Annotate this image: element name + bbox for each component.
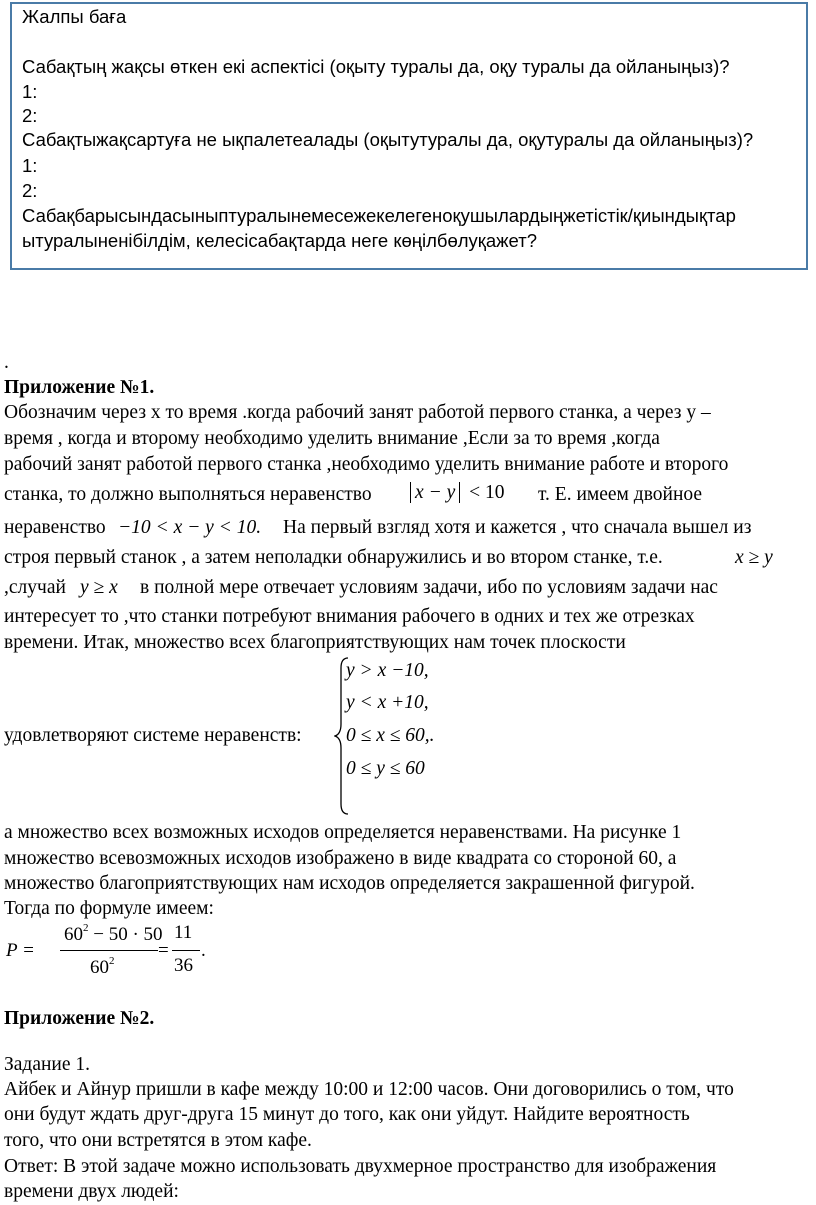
absolute-value-expression — [410, 480, 504, 506]
system-line-2: y < x +10, — [346, 692, 429, 713]
appendix-1-paragraph-line: Тогда по формуле имеем: — [4, 898, 214, 919]
formula-denominator-1: $60^2$ — [90, 955, 115, 978]
appendix-1-paragraph-line: в полной мере отвечает условиям задачи, ибо по условиям задачи нас — [140, 577, 718, 598]
appendix-1-paragraph-line: время , когда и второму необходимо уделить внимание ,Если за то время ,когда — [4, 428, 660, 449]
appendix-1-paragraph-line: ,случай — [4, 577, 66, 598]
answer-text-line: времени двух людей: — [4, 1181, 179, 1202]
appendix-1-paragraph-line: множество всевозможных исходов изображено в виде квадрата со стороной 60, а — [4, 848, 677, 869]
appendix-1-paragraph-line: времени. Итак, множество всех благоприятствующих нам точек плоскости — [4, 632, 626, 653]
system-line-1: y > x −10, — [346, 660, 429, 681]
appendix-1-paragraph-line: т. Е. имеем двойное — [538, 484, 703, 505]
reflection-question-3-line2: ытуралыненібілдім, келесісабақтарда неге көңілбөлуқажет? — [22, 230, 537, 251]
abs-expression: x − y — [410, 482, 460, 503]
appendix-2-heading: Приложение №2. — [4, 1008, 155, 1029]
task-text-line: Айбек и Айнур пришли в кафе между 10:00 и 12:00 часов. Они договорились о том, что — [4, 1079, 734, 1100]
reflection-answer-1-2: 2: — [22, 105, 38, 126]
appendix-1-paragraph-line: множество благоприятствующих нам исходов определяется закрашенной фигурой. — [4, 873, 695, 894]
appendix-1-paragraph-line: станка, то должно выполняться неравенство — [4, 484, 372, 505]
fraction-bar — [60, 950, 158, 951]
reflection-question-1: Сабақтың жақсы өткен екі аспектісі (оқыту туралы да, оқу туралы да ойланыңыз)? — [22, 56, 730, 77]
appendix-1-paragraph-line: строя первый станок , а затем неполадки обнаружились и во втором станке, т.е. — [4, 547, 663, 568]
task-text-line: они будут ждать друг-друга 15 минут до того, как они уйдут. Найдите вероятность — [4, 1104, 690, 1125]
appendix-1-paragraph-line: а множество всех возможных исходов определяется неравенствами. На рисунке 1 — [4, 822, 682, 843]
formula-period: . — [201, 940, 206, 961]
task-text-line: того, что они встретятся в этом кафе. — [4, 1130, 312, 1151]
reflection-title: Жалпы баға — [22, 6, 127, 27]
task-heading: Задание 1. — [4, 1054, 91, 1075]
formula-lhs: P = — [6, 940, 35, 961]
inequality-x-ge-y: x ≥ y — [735, 547, 773, 568]
appendix-1-paragraph-line: Обозначим через х то время .когда рабочий занят работой первого станка, а через у – — [4, 402, 711, 423]
inequality-y-ge-x: y ≥ x — [80, 577, 118, 598]
system-line-4: 0 ≤ y ≤ 60 — [346, 758, 425, 779]
reflection-question-2: Сабақтыжақсартуға не ықпалетеалады (оқытутуралы да, оқутуралы да ойланыңыз)? — [22, 129, 754, 150]
system-line-3: 0 ≤ x ≤ 60,. — [346, 725, 435, 746]
appendix-1-paragraph-line: На первый взгляд хотя и кажется , что сначала вышел из — [283, 517, 752, 538]
reflection-answer-1-1: 1: — [22, 81, 38, 102]
formula-denominator-2: 36 — [174, 955, 193, 976]
fraction-bar — [172, 950, 200, 951]
reflection-answer-2-2: 2: — [22, 180, 38, 201]
appendix-1-paragraph-line: рабочий занят работой первого станка ,необходимо уделить внимание работе и второго — [4, 454, 729, 475]
formula-equals: = — [158, 940, 169, 961]
less-than-ten: < 10 — [469, 482, 505, 503]
reflection-answer-2-1: 1: — [22, 155, 38, 176]
appendix-1-heading: Приложение №1. — [4, 377, 155, 398]
reflection-question-3-line1: Сабақбарысындасыныптуралынемесежекелегеноқушылардыңжетістік/қиындықтар — [22, 205, 736, 226]
stray-dot: . — [4, 352, 9, 373]
formula-numerator-1: $60^2 - 50 \cdot 50$ — [64, 922, 163, 945]
appendix-1-paragraph-line: неравенство — [4, 517, 106, 538]
system-label: удовлетворяют системе неравенств: — [4, 725, 302, 746]
answer-text-line: Ответ: В этой задаче можно использовать двухмерное пространство для изображения — [4, 1156, 717, 1177]
appendix-1-paragraph-line: интересует то ,что станки потребуют внимания рабочего в одних и тех же отрезках — [4, 606, 695, 627]
formula-numerator-2: 11 — [174, 922, 193, 943]
double-inequality: −10 < x − y < 10. — [118, 517, 262, 538]
